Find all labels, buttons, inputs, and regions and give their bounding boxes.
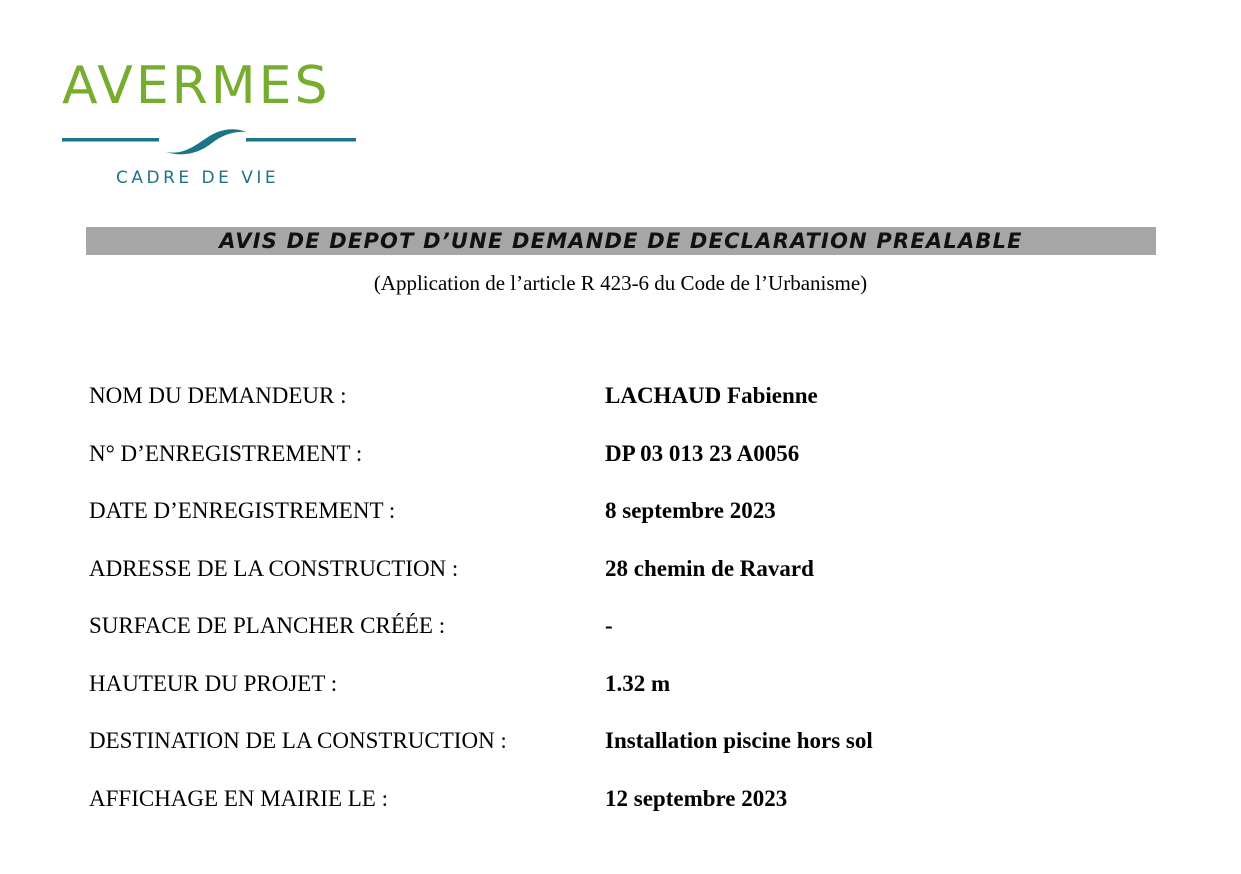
document-title: AVIS DE DEPOT D’UNE DEMANDE DE DECLARATION PREALABLE	[219, 229, 1023, 253]
field-value: Installation piscine hors sol	[605, 728, 873, 753]
field-label: N° D’ENREGISTREMENT :	[89, 441, 363, 466]
field-label: ADRESSE DE LA CONSTRUCTION :	[89, 556, 459, 581]
field-label: NOM DU DEMANDEUR :	[89, 383, 347, 408]
field-value: DP 03 013 23 A0056	[605, 441, 800, 466]
logo-tagline: CADRE DE VIE	[116, 168, 280, 188]
field-row-posting-date	[0, 784, 1241, 814]
field-value: -	[605, 613, 613, 638]
field-label: AFFICHAGE EN MAIRIE LE :	[89, 786, 388, 811]
field-value: 8 septembre 2023	[605, 498, 776, 523]
field-value: 1.32 m	[605, 671, 671, 696]
field-row-height	[0, 669, 1241, 699]
wave-icon	[62, 124, 356, 164]
document-subtitle: (Application de l’article R 423-6 du Code de l’Urbanisme)	[373, 271, 868, 295]
logo-wordmark: AVERMES	[62, 56, 331, 116]
field-label: DESTINATION DE LA CONSTRUCTION :	[89, 728, 507, 753]
avermes-logo	[62, 58, 356, 190]
field-row-registration-number	[0, 439, 1241, 469]
field-label: SURFACE DE PLANCHER CRÉÉE :	[89, 613, 446, 638]
field-label: HAUTEUR DU PROJET :	[89, 671, 338, 696]
field-value: LACHAUD Fabienne	[605, 383, 818, 408]
field-row-floor-area	[0, 611, 1241, 641]
field-row-registration-date	[0, 496, 1241, 526]
field-row-applicant	[0, 381, 1241, 411]
field-value: 28 chemin de Ravard	[605, 556, 814, 581]
field-label: DATE D’ENREGISTREMENT :	[89, 498, 396, 523]
title-band	[86, 227, 1156, 255]
field-value: 12 septembre 2023	[605, 786, 788, 811]
field-row-destination	[0, 726, 1241, 756]
field-row-address	[0, 554, 1241, 584]
